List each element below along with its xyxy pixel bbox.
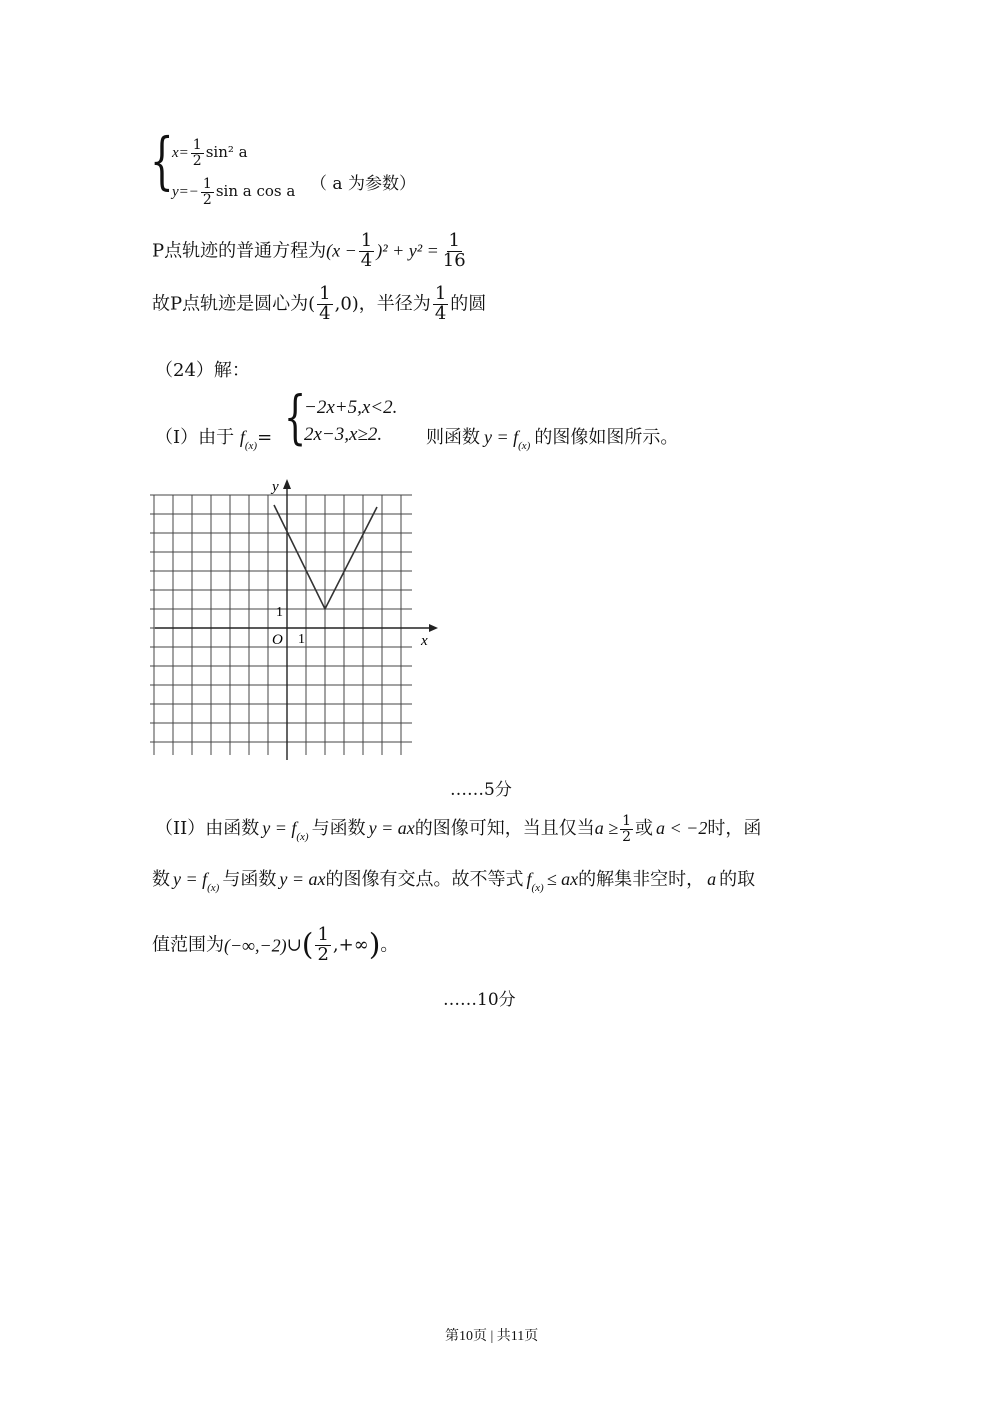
part2-l2-text2: 的解集非空时， [578, 869, 705, 890]
part1-f: f [239, 427, 245, 447]
param-x-lhs: x= [172, 145, 189, 162]
part2-l2-yf: y = f [173, 869, 208, 889]
part2-l1-cond-b: a < −2 [656, 818, 708, 839]
part2-l2-a: a [707, 869, 717, 889]
general-rhs-frac-den: 16 [442, 249, 466, 271]
circle-center-frac-den: 4 [319, 302, 331, 324]
part2-l3-frac-num: 1 [317, 924, 329, 945]
part2-l1-text: 的图像可知，当且仅当 [414, 818, 595, 840]
part2-line-2 [152, 869, 756, 894]
param-x-equation [172, 138, 248, 168]
general-rhs-frac-num: 1 [448, 230, 460, 251]
general-lhs-frac-num: 1 [360, 230, 373, 251]
circle-radius-frac-den: 4 [434, 302, 447, 324]
y-tick-label: 1 [276, 605, 283, 620]
part2-line-1 [155, 814, 761, 844]
part2-l2-start: 数 [152, 869, 170, 890]
param-note: （ a 为参数） [310, 174, 416, 194]
circle-center-frac-num: 1 [319, 283, 331, 304]
part2-l2-fsub: (x) [531, 882, 544, 894]
part2-l1-cond-a: a ≥ [594, 818, 619, 839]
graph-grid [150, 495, 412, 755]
general-lhs-close: )² + y² = [376, 240, 439, 261]
param-y-lhs: y=− [172, 184, 199, 201]
general-lhs-frac-den: 4 [360, 249, 373, 271]
param-y-frac-num: 1 [202, 176, 212, 192]
part1-after-line [426, 427, 679, 452]
part2-l2-ineq: ≤ ax [546, 869, 579, 889]
part2-l1-or: 或 [635, 818, 654, 840]
part2-l1-yf: y = f [262, 818, 297, 839]
part2-l3-start: 值范围为 [152, 934, 224, 956]
part2-l2-yax: y = ax [279, 869, 326, 889]
part1-after: 则函数 [426, 427, 480, 448]
circle-center-open: ( [308, 293, 316, 315]
score-5: ……5分 [450, 780, 512, 800]
part2-l3-frac-den: 2 [317, 943, 329, 965]
q24-heading: （24）解： [155, 360, 250, 381]
piecewise-case-2: 2x−3,x≥2. [304, 424, 383, 445]
part2-l1-sub: (x) [296, 831, 309, 844]
circle-center-close: ,0)，半径为 [334, 293, 431, 315]
param-x-frac-num: 1 [192, 137, 202, 153]
part2-l2-end: 的取 [719, 869, 756, 890]
general-lhs-open: (x − [326, 240, 357, 261]
part2-l1-end: 时，函 [707, 818, 762, 840]
part2-l3-rparen: ) [368, 927, 381, 963]
part2-l3-end: 。 [380, 934, 399, 956]
part2-l3-int2: ,+∞ [332, 934, 369, 956]
param-y-equation [172, 177, 295, 207]
x-axis-label: x [421, 633, 428, 649]
part2-l2-text: 的图像有交点。故不等式 [325, 869, 524, 890]
param-x-frac-den: 2 [192, 152, 202, 169]
general-equation-line [152, 232, 470, 271]
part2-l3-cup: ∪ [286, 934, 302, 956]
part1-label-line [155, 427, 273, 452]
param-y-tail: sin a cos a [215, 182, 296, 201]
part2-l1-frac-den: 2 [622, 828, 632, 845]
piecewise-brace: { [284, 383, 307, 451]
part2-l1-yax: y = ax [368, 818, 415, 839]
function-graph [150, 475, 450, 765]
part2-l1-mid: 与函数 [311, 818, 366, 840]
page-footer: 第10页 | 共11页 [445, 1329, 539, 1344]
x-tick-label: 1 [298, 632, 305, 647]
part1-label: （I）由于 [155, 427, 235, 448]
part2-l3-lparen: ( [301, 927, 314, 963]
part1-tail: 的图像如图所示。 [534, 427, 679, 448]
y-axis-label: y [272, 479, 279, 495]
x-axis-arrow-icon [429, 624, 438, 632]
part1-y-eq: y = f [484, 427, 519, 447]
part2-l1-frac-num: 1 [622, 813, 632, 829]
circle-suffix: 的圆 [450, 293, 487, 315]
part2-line-3 [152, 926, 398, 965]
part2-l3-int1: (−∞,−2) [224, 935, 287, 956]
part2-l2-mid: 与函数 [222, 869, 277, 890]
part1-f-sub: (x) [244, 440, 258, 452]
piecewise-case-1: −2x+5,x<2. [304, 397, 398, 418]
param-brace: { [150, 124, 174, 197]
param-x-tail: sin² a [205, 143, 248, 162]
score-10: ……10分 [443, 990, 516, 1010]
part2-l2-sub: (x) [207, 882, 220, 894]
part2-l2-f: f [526, 869, 532, 889]
param-y-frac-den: 2 [202, 191, 212, 208]
origin-label: O [272, 632, 283, 648]
circle-radius-frac-num: 1 [434, 283, 447, 304]
part1-eq: = [257, 427, 273, 448]
circle-line [152, 285, 486, 324]
y-axis-arrow-icon [283, 479, 291, 489]
part1-y-sub: (x) [518, 440, 531, 452]
general-prefix: P点轨迹的普通方程为 [152, 240, 327, 262]
part2-l1-label: （II）由函数 [155, 818, 260, 840]
circle-prefix: 故P点轨迹是圆心为 [152, 293, 309, 315]
